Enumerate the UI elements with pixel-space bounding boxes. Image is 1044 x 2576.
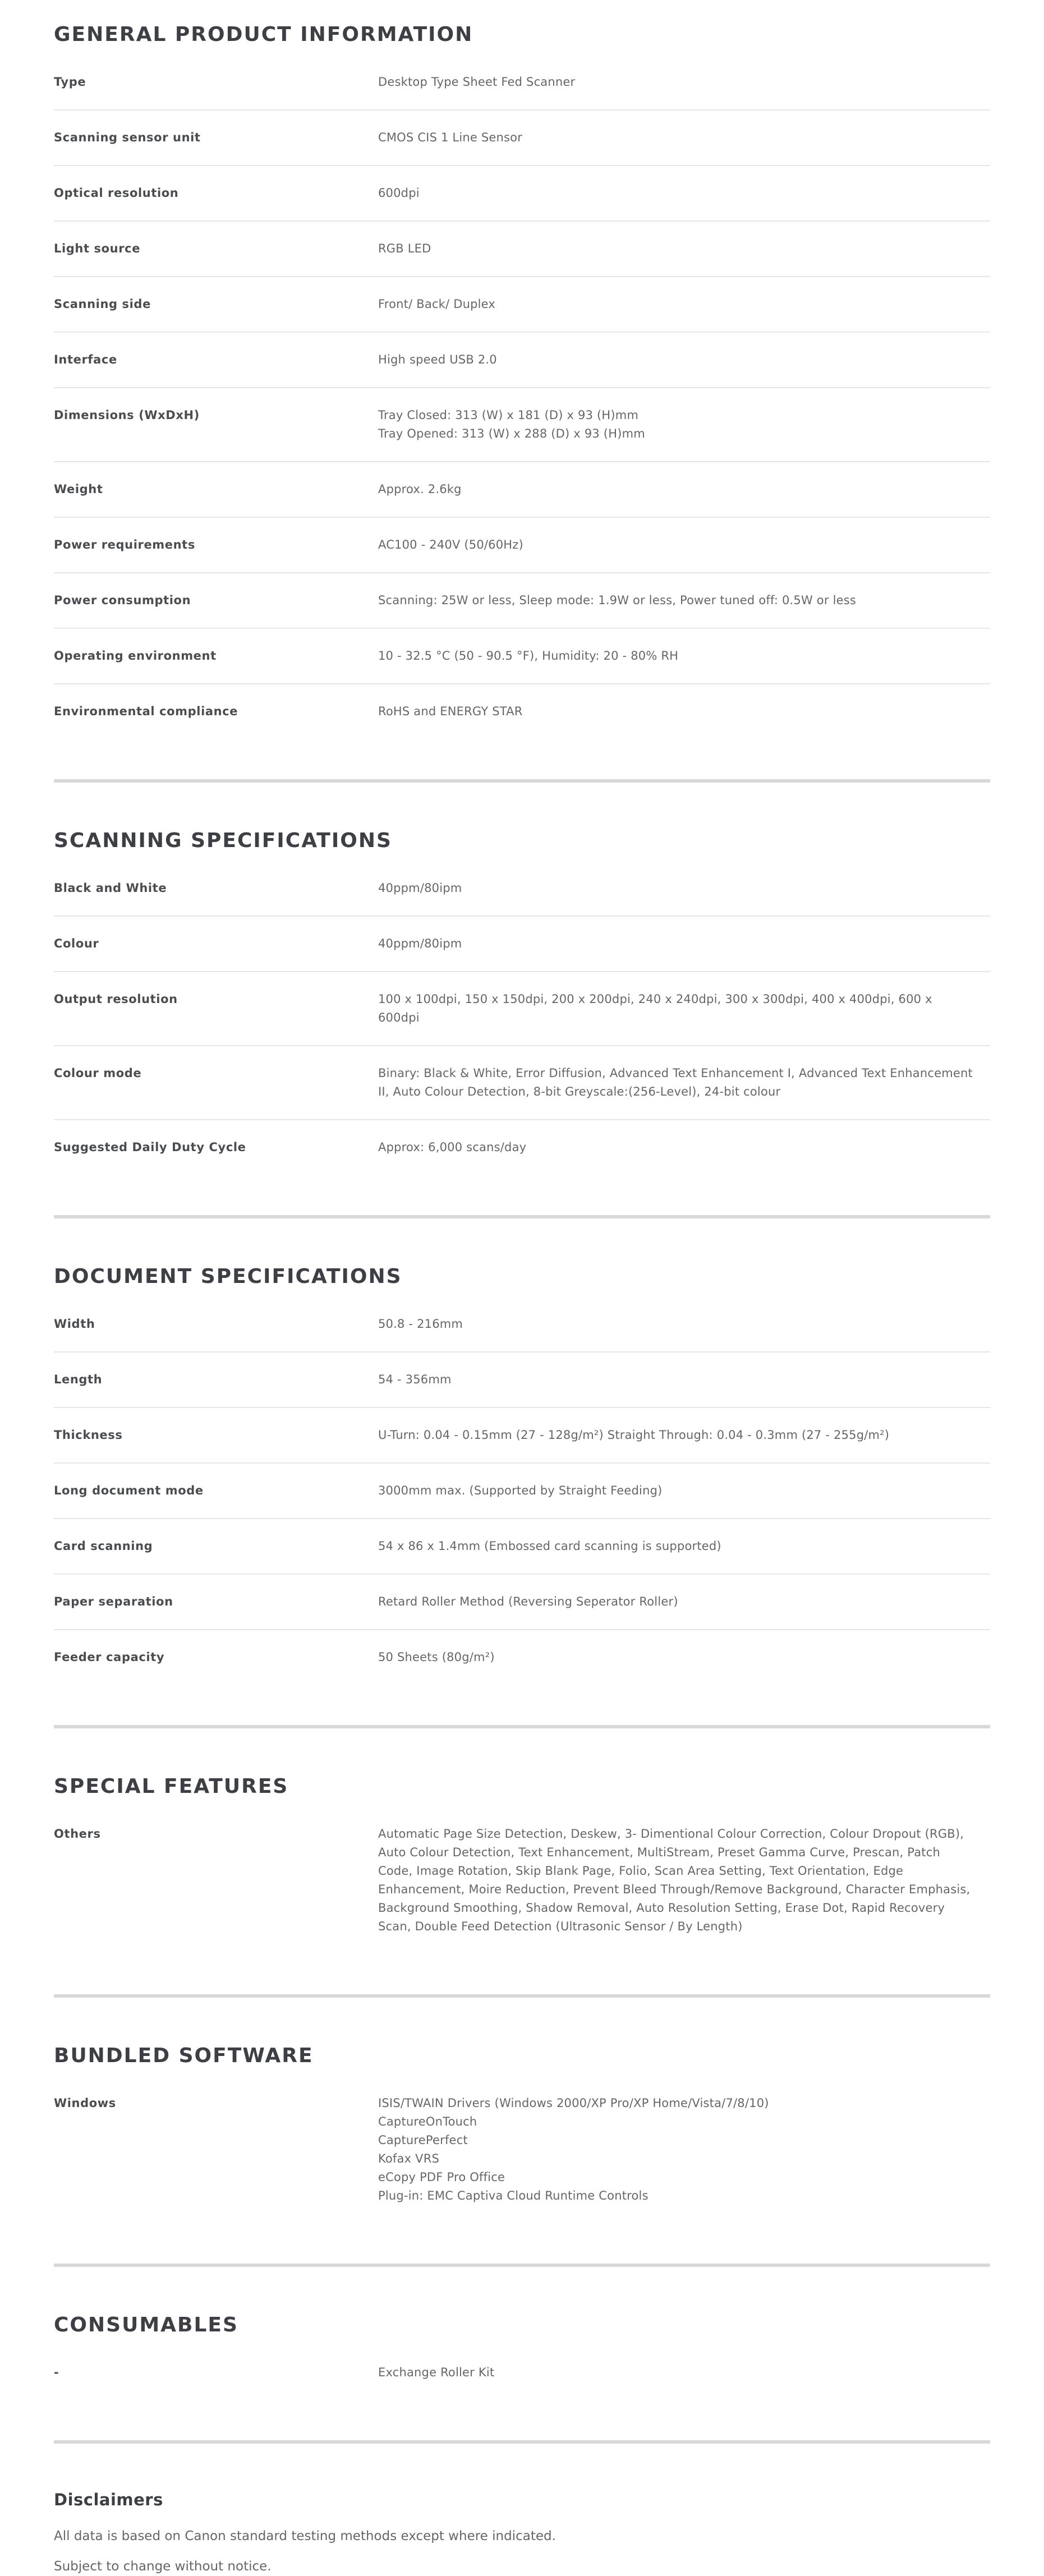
spacer: [54, 783, 990, 827]
spec-row: [54, 222, 990, 277]
spec-value-line: II, Auto Colour Detection, 8-bit Greyscale:(256-Level), 24-bit colour: [378, 1085, 781, 1098]
spec-row: [54, 55, 990, 111]
spec-label: Feeder capacity: [54, 1650, 165, 1664]
spec-row: [54, 1353, 990, 1408]
spec-label: Width: [54, 1317, 95, 1331]
spec-value: [378, 1482, 990, 1500]
spec-label: Windows: [54, 2096, 116, 2110]
spec-value: [378, 295, 990, 314]
section-special-features: [54, 1773, 990, 1954]
spec-value-line: Tray Closed: 313 (W) x 181 (D) x 93 (H)mm: [378, 408, 639, 422]
spec-label: Output resolution: [54, 992, 178, 1006]
spec-row: [54, 684, 990, 739]
spec-value-line: Scanning: 25W or less, Sleep mode: 1.9W or less, Power tuned off: 0.5W or less: [378, 594, 857, 607]
spec-value-line: 600dpi: [378, 1011, 420, 1024]
spacer: [54, 2267, 990, 2312]
spec-value-line: U-Turn: 0.04 - 0.15mm (27 - 128g/m²) Straight Through: 0.04 - 0.3mm (27 - 255g/m²): [378, 1428, 890, 1442]
spec-label: Suggested Daily Duty Cycle: [54, 1140, 246, 1154]
spec-label: Interface: [54, 353, 117, 366]
section-title: BUNDLED SOFTWARE: [54, 2044, 314, 2067]
spec-value-line: Binary: Black & White, Error Diffusion, Advanced Text Enhancement I, Advanced Text Enhancement: [378, 1066, 973, 1080]
spec-value-line: Tray Opened: 313 (W) x 288 (D) x 93 (H)mm: [378, 427, 645, 440]
spacer: [54, 739, 990, 779]
spec-value: [378, 1648, 990, 1667]
spec-value-line: RGB LED: [378, 242, 431, 255]
spec-value: [378, 480, 990, 499]
spec-value-line: CapturePerfect: [378, 2133, 468, 2147]
spec-value-line: 600dpi: [378, 186, 420, 200]
section-document-specifications: [54, 1263, 990, 1685]
spec-value-line: 50.8 - 216mm: [378, 1317, 463, 1331]
spacer: [54, 2444, 990, 2488]
spec-row: [54, 573, 990, 629]
spec-row: [54, 333, 990, 388]
spec-value-line: Approx. 2.6kg: [378, 482, 462, 496]
spec-value: [378, 1825, 990, 1936]
spec-value-line: CMOS CIS 1 Line Sensor: [378, 131, 523, 144]
spec-value-line: Background Smoothing, Shadow Removal, Auto Resolution Setting, Erase Dot, Rapid Recovery: [378, 1901, 945, 1915]
spec-value: [378, 1370, 990, 1389]
spec-value-line: Automatic Page Size Detection, Deskew, 3- Dimentional Colour Correction, Colour Dropout (RGB),: [378, 1827, 964, 1841]
spec-value: [378, 351, 990, 369]
spec-value: [378, 647, 990, 665]
section-general-product-information: [54, 21, 990, 739]
disclaimer-text: Subject to change without notice.: [54, 2559, 272, 2574]
spacer: [54, 2223, 990, 2264]
spec-value-line: 50 Sheets (80g/m²): [378, 1650, 495, 1664]
spec-label: Type: [54, 75, 86, 89]
section-consumables: [54, 2312, 990, 2400]
spec-value: [378, 240, 990, 258]
spec-row: [54, 111, 990, 166]
spec-value: [378, 1537, 990, 1556]
spec-value: [378, 1064, 990, 1101]
spec-value-line: Enhancement, Moire Reduction, Prevent Bleed Through/Remove Background, Character Emphasis,: [378, 1883, 971, 1896]
spec-value: [378, 2094, 990, 2205]
section-title: SPECIAL FEATURES: [54, 1775, 289, 1798]
spec-label: Colour: [54, 937, 99, 950]
spec-label: Thickness: [54, 1428, 123, 1442]
spec-label: Card scanning: [54, 1539, 153, 1553]
spec-label: Length: [54, 1373, 103, 1386]
spec-row: [54, 518, 990, 573]
spec-value-line: Kofax VRS: [378, 2152, 440, 2165]
spacer: [54, 1175, 990, 1215]
spec-value: [378, 406, 990, 443]
spec-row: [54, 1464, 990, 1519]
section-title: GENERAL PRODUCT INFORMATION: [54, 23, 473, 46]
spec-label: Environmental compliance: [54, 705, 238, 718]
spec-row: [54, 2345, 990, 2400]
spec-value: [378, 935, 990, 953]
spec-row: [54, 972, 990, 1046]
spec-row: [54, 629, 990, 684]
spec-row: [54, 1408, 990, 1464]
spec-row: [54, 388, 990, 462]
spec-row: [54, 277, 990, 333]
spec-label: Colour mode: [54, 1066, 142, 1080]
disclaimer-text: All data is based on Canon standard testing methods except where indicated.: [54, 2529, 556, 2543]
spec-label: Light source: [54, 242, 141, 255]
spec-value: [378, 536, 990, 554]
spec-row: [54, 1297, 990, 1353]
spec-table: [54, 55, 990, 739]
spec-label: -: [54, 2366, 59, 2379]
spec-value-line: High speed USB 2.0: [378, 353, 497, 366]
spec-value-line: 3000mm max. (Supported by Straight Feeding): [378, 1484, 663, 1497]
spec-value-line: Code, Image Rotation, Skip Blank Page, Folio, Scan Area Setting, Text Orientation, Edge: [378, 1864, 904, 1878]
spec-row: [54, 462, 990, 518]
spec-label: Long document mode: [54, 1484, 204, 1497]
spacer: [54, 1685, 990, 1725]
spec-row: [54, 1519, 990, 1575]
spec-label: Others: [54, 1827, 101, 1841]
spec-value: [378, 1426, 990, 1445]
spec-value: [378, 990, 990, 1027]
spec-value-line: 10 - 32.5 °C (50 - 90.5 °F), Humidity: 20 - 80% RH: [378, 649, 679, 663]
spec-value-line: Retard Roller Method (Reversing Seperator Roller): [378, 1595, 678, 1608]
spec-table: [54, 2345, 990, 2400]
spec-label: Optical resolution: [54, 186, 179, 200]
spec-value: [378, 73, 990, 91]
spec-value: [378, 2363, 990, 2382]
spec-value-line: 54 - 356mm: [378, 1373, 452, 1386]
spec-value-line: Approx: 6,000 scans/day: [378, 1140, 527, 1154]
spec-value-line: eCopy PDF Pro Office: [378, 2170, 505, 2184]
spec-value-line: CaptureOnTouch: [378, 2115, 477, 2128]
spec-row: [54, 1575, 990, 1630]
section-title: SCANNING SPECIFICATIONS: [54, 829, 392, 852]
section-bundled-software: [54, 2043, 990, 2223]
spacer: [54, 2400, 990, 2440]
spec-value-line: Plug-in: EMC Captiva Cloud Runtime Controls: [378, 2189, 649, 2202]
spec-label: Dimensions (WxDxH): [54, 408, 200, 422]
spec-value: [378, 128, 990, 147]
spec-label: Black and White: [54, 881, 167, 895]
spec-value: [378, 1593, 990, 1611]
spec-value-line: Scan, Double Feed Detection (Ultrasonic Sensor / By Length): [378, 1920, 743, 1933]
section-title: DOCUMENT SPECIFICATIONS: [54, 1265, 402, 1288]
section-title: CONSUMABLES: [54, 2313, 238, 2336]
spacer: [54, 1954, 990, 1994]
spec-value-line: Auto Colour Detection, Text Enhancement, MultiStream, Preset Gamma Curve, Prescan, Patch: [378, 1846, 940, 1859]
spec-value: [378, 1138, 990, 1157]
spec-label: Power consumption: [54, 594, 191, 607]
spec-label: Operating environment: [54, 649, 217, 663]
spec-value: [378, 184, 990, 203]
spec-label: Scanning sensor unit: [54, 131, 201, 144]
spec-table: [54, 861, 990, 1175]
section-scanning-specifications: [54, 827, 990, 1175]
spacer: [54, 1728, 990, 1773]
spec-value-line: AC100 - 240V (50/60Hz): [378, 538, 523, 551]
spec-value-line: 100 x 100dpi, 150 x 150dpi, 200 x 200dpi, 240 x 240dpi, 300 x 300dpi, 400 x 400dpi, 600 x: [378, 992, 932, 1006]
spec-label: Paper separation: [54, 1595, 173, 1608]
spec-value: [378, 591, 990, 610]
spec-value-line: Front/ Back/ Duplex: [378, 297, 496, 311]
spacer: [54, 1998, 990, 2043]
spec-table: [54, 2076, 990, 2223]
spec-value-line: Exchange Roller Kit: [378, 2366, 495, 2379]
spec-value-line: 54 x 86 x 1.4mm (Embossed card scanning is supported): [378, 1539, 721, 1553]
spec-row: [54, 1630, 990, 1685]
spec-row: [54, 166, 990, 222]
spec-value: [378, 879, 990, 898]
spec-value-line: 40ppm/80ipm: [378, 881, 462, 895]
spec-row: [54, 861, 990, 917]
spacer: [54, 1218, 990, 1263]
spec-label: Scanning side: [54, 297, 151, 311]
spec-value: [378, 702, 990, 721]
spec-label: Weight: [54, 482, 103, 496]
spec-row: [54, 2076, 990, 2223]
spec-table: [54, 1807, 990, 1954]
spec-row: [54, 1120, 990, 1175]
spec-value-line: Desktop Type Sheet Fed Scanner: [378, 75, 576, 89]
spec-value-line: 40ppm/80ipm: [378, 937, 462, 950]
spec-row: [54, 917, 990, 972]
spec-value: [378, 1315, 990, 1333]
spec-value-line: RoHS and ENERGY STAR: [378, 705, 523, 718]
disclaimers: [54, 2488, 990, 2576]
spec-row: [54, 1807, 990, 1954]
disclaimers-title: Disclaimers: [54, 2490, 163, 2509]
spec-label: Power requirements: [54, 538, 195, 551]
spec-row: [54, 1046, 990, 1120]
spec-table: [54, 1297, 990, 1685]
spec-value-line: ISIS/TWAIN Drivers (Windows 2000/XP Pro/XP Home/Vista/7/8/10): [378, 2096, 769, 2110]
